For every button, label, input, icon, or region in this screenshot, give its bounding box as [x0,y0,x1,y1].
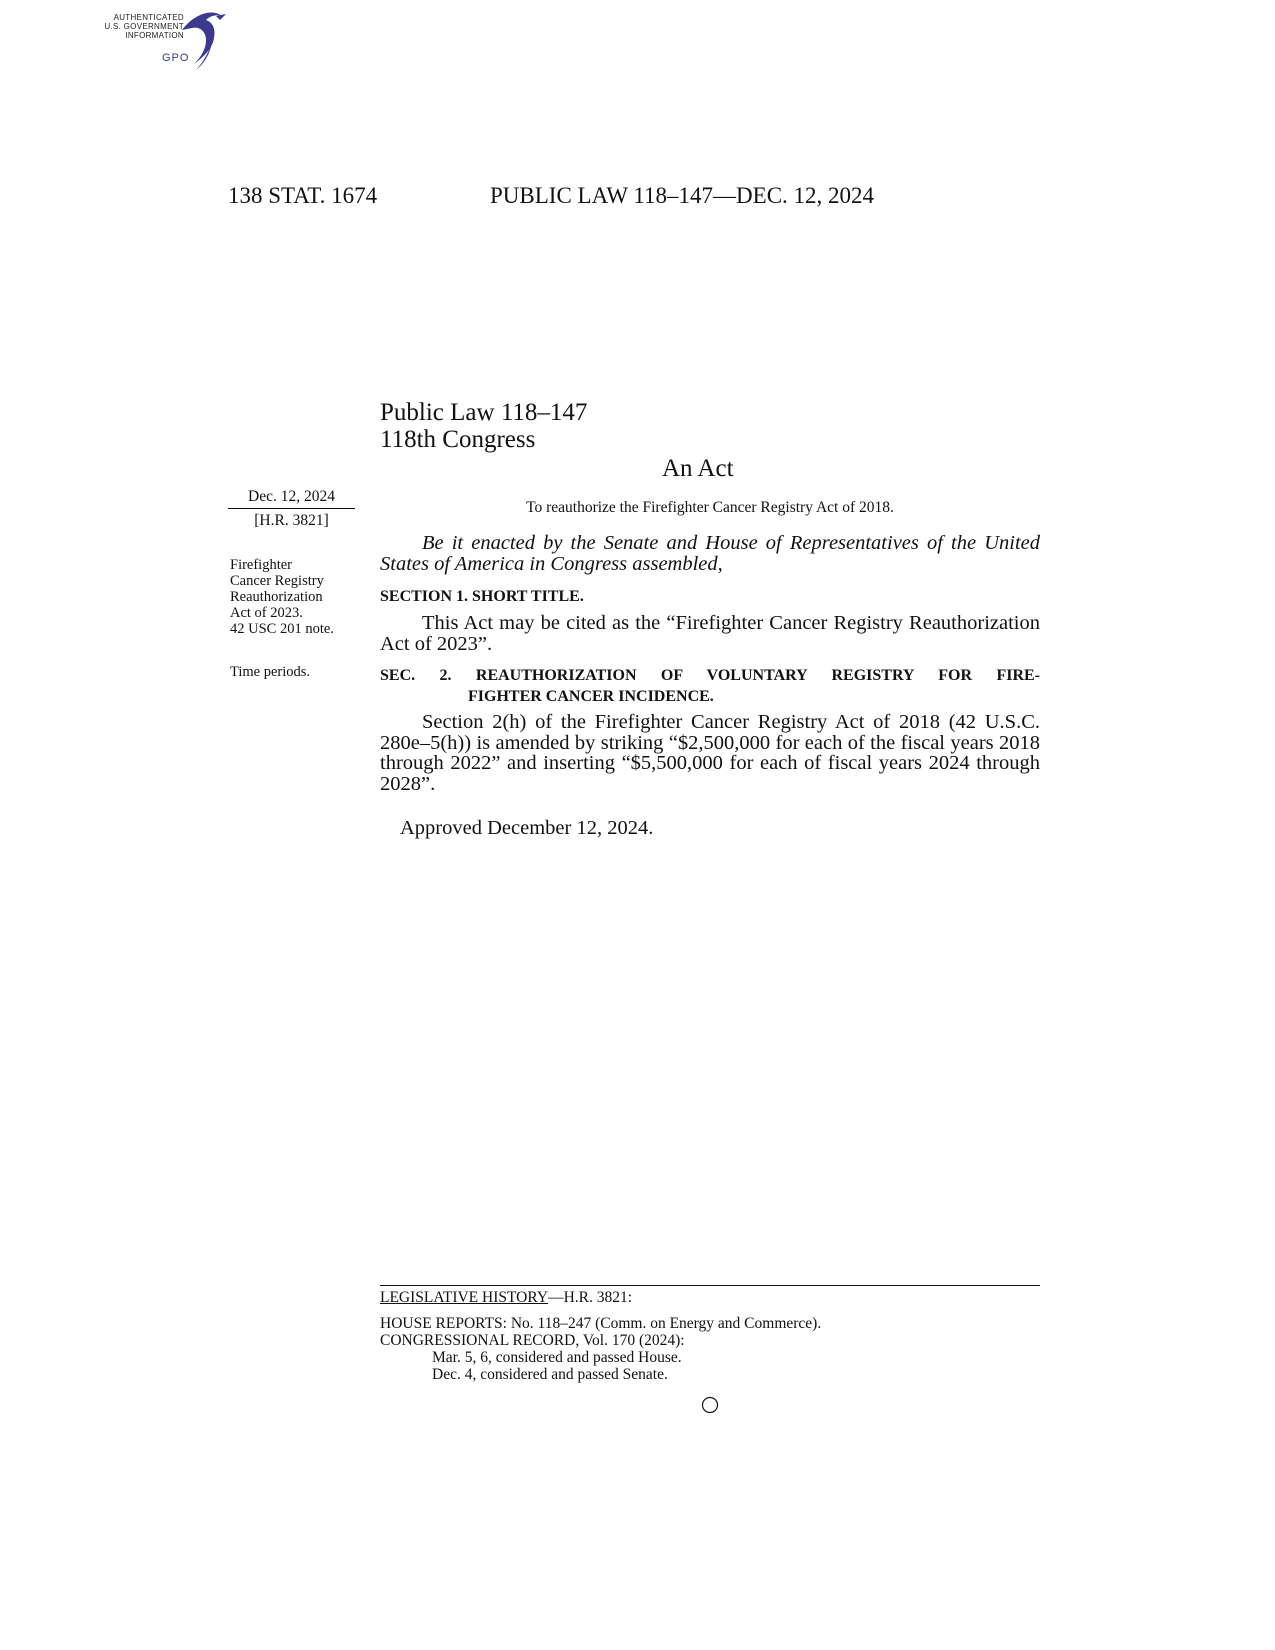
running-header-law: PUBLIC LAW 118–147—DEC. 12, 2024 [490,183,875,208]
section-2-heading-line-2: FIGHTER CANCER INCIDENCE. [468,688,714,705]
margin-note-line: 42 USC 201 note. [230,621,334,637]
margin-bill-number: [H.R. 3821] [254,512,329,529]
margin-note-line: Act of 2023. [230,605,303,621]
seal-line-government: U.S. GOVERNMENT [104,22,184,31]
stat-page-number: 138 STAT. 1674 [228,183,378,208]
history-action-house: Mar. 5, 6, considered and passed House. [432,1349,682,1366]
congress-number: 118th Congress [380,426,536,453]
margin-divider [228,508,355,509]
section-1-heading: SECTION 1. SHORT TITLE. [380,588,584,605]
enacting-clause: Be it enacted by the Senate and House of Representatives of the United States of America in Congress assembled, [380,532,1040,575]
act-purpose: To reauthorize the Firefighter Cancer Registry Act of 2018. [526,499,894,516]
public-law-number: Public Law 118–147 [380,399,588,426]
margin-note-line: Reauthorization [230,589,323,605]
approval-date: Approved December 12, 2024. [400,817,654,839]
house-reports-line: HOUSE REPORTS: No. 118–247 (Comm. on Energy and Commerce). [380,1315,822,1332]
section-2-text: Section 2(h) of the Firefighter Cancer Registry Act of 2018 (42 U.S.C. 280e–5(h)) is amended by striking “$2,500,000 for each of the fiscal years 2018 through 2022” and inserting “$5,500,000 for each of fiscal years 2024 through 2028”. [380,711,1040,795]
margin-time-periods-note: Time periods. [230,664,311,680]
gpo-authentication-seal [92,8,232,78]
act-heading: An Act [662,455,734,482]
seal-line-authenticated: AUTHENTICATED [113,13,184,22]
margin-date: Dec. 12, 2024 [248,488,335,505]
margin-short-title-note [230,557,370,637]
eagle-icon [172,8,228,74]
margin-note-line: Cancer Registry [230,573,324,589]
margin-note-line: Firefighter [230,557,293,573]
history-action-senate: Dec. 4, considered and passed Senate. [432,1366,668,1383]
legislative-history-heading [380,1290,632,1307]
congressional-record-line: CONGRESSIONAL RECORD, Vol. 170 (2024): [380,1332,685,1349]
end-circle-icon [700,1395,720,1415]
section-2-heading-line-1: SEC. 2. REAUTHORIZATION OF VOLUNTARY REGISTRY FOR FIRE- [380,667,1040,684]
legislative-history-bill: —H.R. 3821: [548,1289,633,1306]
section-1-text: This Act may be cited as the “Firefighter Cancer Registry Reauthorization Act of 2023”. [380,612,1040,655]
legislative-history-label: LEGISLATIVE HISTORY [380,1289,549,1306]
seal-line-information: INFORMATION [125,31,184,40]
seal-gpo-mark: GPO [162,52,190,64]
legislative-history-rule [380,1285,1040,1286]
